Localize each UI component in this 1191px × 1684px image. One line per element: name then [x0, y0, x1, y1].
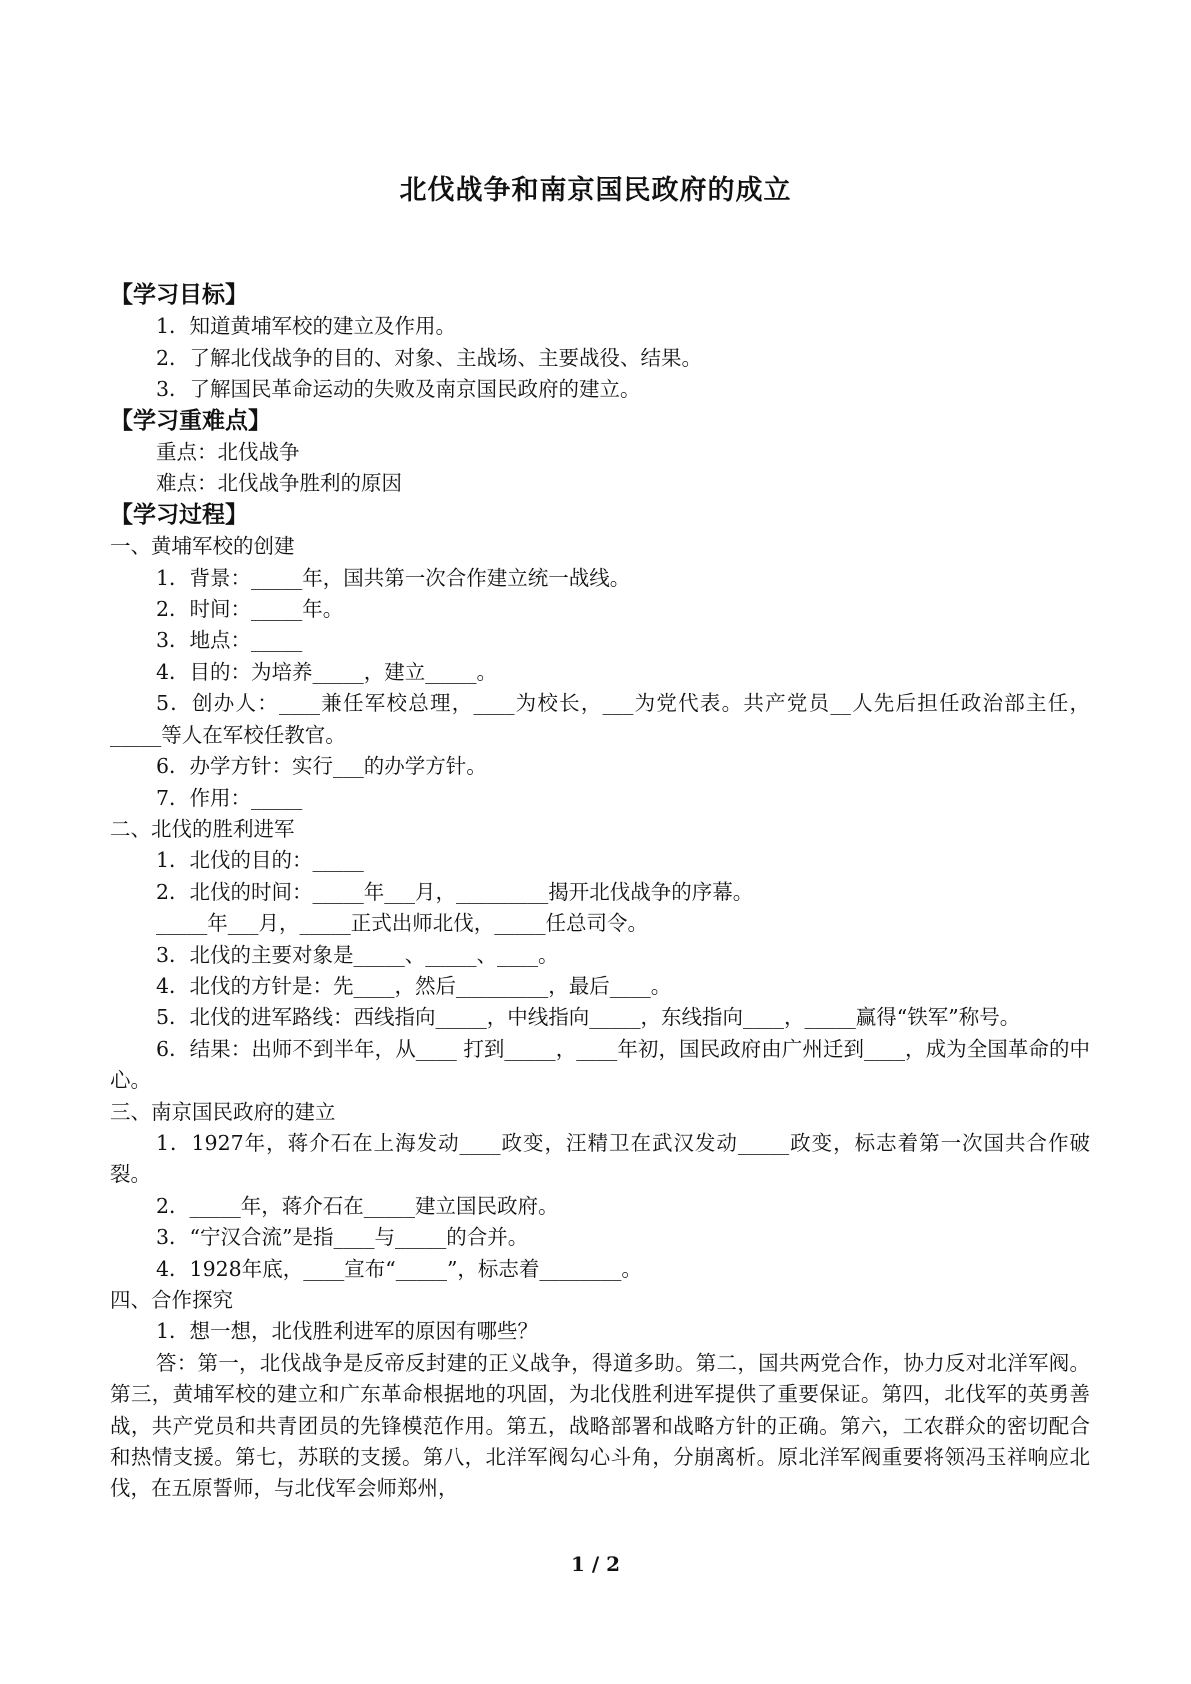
part2-item: 5．北伐的进军路线：西线指向_____，中线指向_____，东线指向____，_____赢得“铁军”称号。 [156, 1005, 1021, 1030]
section-process: 【学习过程】 [110, 501, 248, 528]
part2-item: 6．结果：出师不到半年，从____ 打到_____，____年初，国民政府由广州迁到____，成为全国革命的中心。 [110, 1036, 1090, 1093]
keypoint-item: 重点：北伐战争 [156, 440, 300, 465]
objective-item: 3．了解国民革命运动的失败及南京国民政府的建立。 [156, 377, 641, 402]
part4-answer: 答：第一，北伐战争是反帝反封建的正义战争，得道多助。第二，国共两党合作，协力反对北洋军阀。第三，黄埔军校的建立和广东革命根据地的巩固，为北伐胜利进军提供了重要保证。第四，北伐军的英勇善战，共产党员和共青团员的先锋模范作用。第五，战略部署和战略方针的正确。第六，工农群众的密切配合和热情支援。第七，苏联的支援。第八，北洋军阀勾心斗角，分崩离析。原北洋军阀重要将领冯玉祥响应北伐，在五原誓师，与北伐军会师郑州， [110, 1350, 1090, 1501]
part1-item: 7．作用：_____ [156, 785, 303, 810]
part1-item: 4．目的：为培养_____，建立_____。 [156, 659, 498, 684]
document-body [110, 280, 1090, 1505]
page-title: 北伐战争和南京国民政府的成立 [399, 175, 792, 206]
section-keypoints: 【学习重难点】 [110, 407, 271, 434]
objective-item: 2．了解北伐战争的目的、对象、主战场、主要战役、结果。 [156, 345, 703, 370]
part1-item: 3．地点：_____ [156, 628, 303, 653]
part1-heading: 一、黄埔军校的创建 [110, 534, 295, 559]
objective-item: 1．知道黄埔军校的建立及作用。 [156, 314, 457, 339]
part2-heading: 二、北伐的胜利进军 [110, 816, 295, 841]
part2-item: 3．北伐的主要对象是_____、_____、____。 [156, 942, 559, 967]
part3-item: 3．“宁汉合流”是指____与_____的合并。 [156, 1225, 529, 1250]
part1-item: 5．创办人：____兼任军校总理，____为校长，___为党代表。共产党员__人先后担任政治部主任，_____等人在军校任教官。 [110, 691, 1090, 747]
part1-item: 2．时间：_____年。 [156, 597, 344, 622]
part1-item: 6．办学方针：实行___的办学方针。 [156, 754, 487, 779]
section-objectives: 【学习目标】 [110, 282, 248, 308]
part4-heading: 四、合作探究 [110, 1288, 233, 1312]
part2-item: _____年___月，_____正式出师北伐，_____任总司令。 [156, 911, 648, 936]
part3-item: 2．_____年，蒋介石在_____建立国民政府。 [156, 1193, 559, 1218]
part3-heading: 三、南京国民政府的建立 [110, 1099, 336, 1124]
part3-item: 1．1927年，蒋介石在上海发动____政变，汪精卫在武汉发动_____政变，标志着第一次国共合作破裂。 [110, 1130, 1090, 1187]
keypoint-item: 难点：北伐战争胜利的原因 [156, 471, 402, 496]
part2-item: 1．北伐的目的：_____ [156, 848, 364, 873]
part2-item: 4．北伐的方针是：先____，然后_________，最后____。 [156, 973, 672, 998]
part3-item: 4．1928年底，____宣布“_____”，标志着________。 [156, 1256, 642, 1281]
part4-question: 1．想一想，北伐胜利进军的原因有哪些？ [156, 1319, 539, 1344]
part2-item: 2．北伐的时间：_____年___月，_________揭开北伐战争的序幕。 [156, 879, 754, 904]
page-number: 1 / 2 [570, 1552, 621, 1576]
part1-item: 1．背景：_____年，国共第一次合作建立统一战线。 [156, 565, 631, 590]
